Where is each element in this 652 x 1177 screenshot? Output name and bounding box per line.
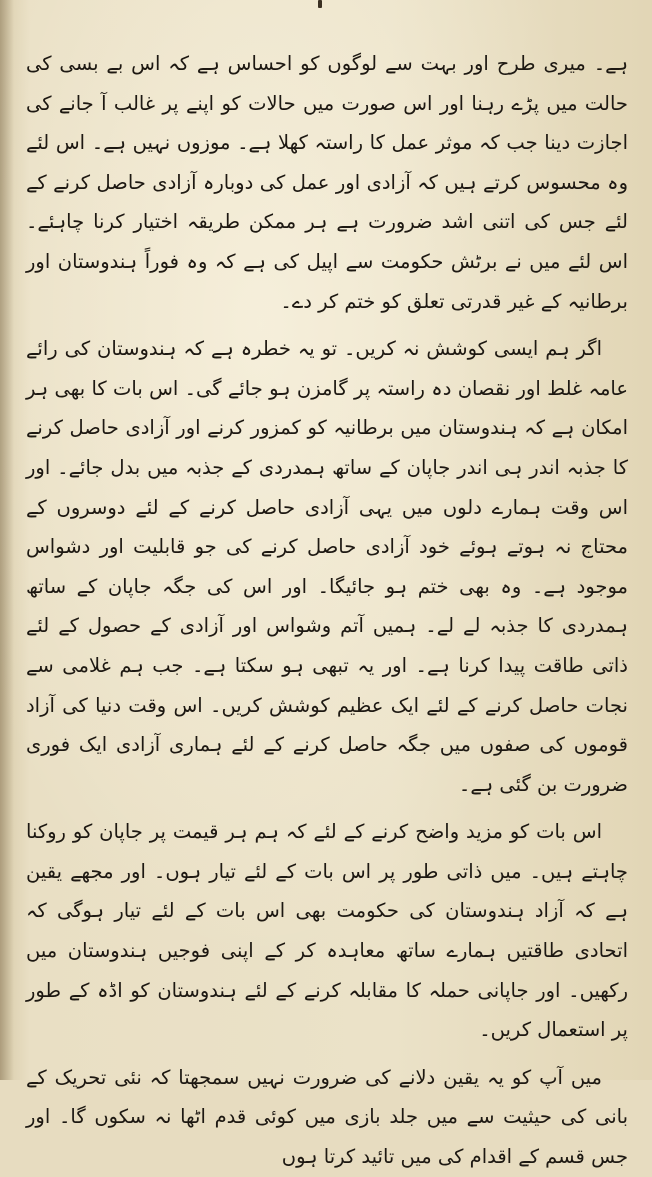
paragraph-3: اس بات کو مزید واضح کرنے کے لئے کہ ہم ہر قیمت پر جاپان کو روکنا چاہتے ہیں۔ میں ذاتی طور پر اس بات کے لئے تیار ہوں۔ اور مجھے یقین ہے کہ آزاد ہندوستان کی حکومت بھی اس بات کے لئے تیار ہوگی کہ اتحادی طاقتیں ہمارے ساتھ معاہدہ کر کے اپنی فوجیں ہندوستان میں رکھیں۔ اور جاپانی حملہ کا مقابلہ کرنے کے لئے ہندوستان کو اڈہ کے طور پر استعمال کریں۔ [26,820,628,1042]
binding-shadow [0,0,14,1080]
paragraph-1: ہے۔ میری طرح اور بہت سے لوگوں کو احساس ہے کہ اس بے بسی کی حالت میں پڑے رہنا اور اس صورت میں حالات کو اپنے پر غالب آ جانے کی اجازت دینا جب کہ موثر عمل کا راستہ کھلا ہے۔ موزوں نہیں ہے۔ اس لئے وہ محسوس کرتے ہیں کہ آزادی اور عمل کی دوبارہ آزادی حاصل کرنے کے لئے جس کی اتنی اشد ضرورت ہے ہر ممکن طریقہ اختیار کرنا چاہئے۔ اس لئے میں نے برٹش حکومت سے اپیل کی ہے کہ وہ فوراً ہندوستان اور برطانیہ کے غیر قدرتی تعلق کو ختم کر دے۔ [26,52,628,313]
paragraph-2: اگر ہم ایسی کوشش نہ کریں۔ تو یہ خطرہ ہے کہ ہندوستان کی رائے عامہ غلط اور نقصان دہ راستہ پر گامزن ہو جائے گی۔ اس بات کا بھی ہر امکان ہے کہ ہندوستان میں برطانیہ کو کمزور کرنے اور آزادی حاصل کرنے کا جذبہ اندر ہی اندر جاپان کے ساتھ ہمدردی کے جذبہ میں بدل جائے۔ اور اس وقت ہمارے دلوں میں یہی آزادی حاصل کرنے کے لئے دوسروں کے محتاج نہ ہوتے ہوئے خود آزادی حاصل کرنے کی جو قابلیت اور دشواس موجود ہے۔ وہ بھی ختم ہو جائیگا۔ اور اس کی جگہ جاپان کے ساتھ ہمدردی کا جذبہ لے لے۔ ہمیں آتم وشواس اور آزادی کے حصول کے لئے ذاتی طاقت پیدا کرنا ہے۔ اور یہ تبھی ہو سکتا ہے۔ جب ہم غلامی سے نجات حاصل کرنے کے لئے ایک عظیم کوشش کریں۔ اس وقت دنیا کی آزاد قوموں کی صفوں میں جگہ حاصل کرنے کے لئے ہماری آزادی ایک فوری ضرورت بن گئی ہے۔ [26,337,628,796]
page-top-mark [318,0,322,8]
urdu-text-body [26,44,628,1177]
paragraph-4: میں آپ کو یہ یقین دلانے کی ضرورت نہیں سمجھتا کہ نئی تحریک کے بانی کی حیثیت سے میں جلد بازی میں کوئی قدم اٹھا نہ سکوں گا۔ اور جس قسم کے اقدام کی میں تائید کرتا ہوں [26,1065,628,1169]
